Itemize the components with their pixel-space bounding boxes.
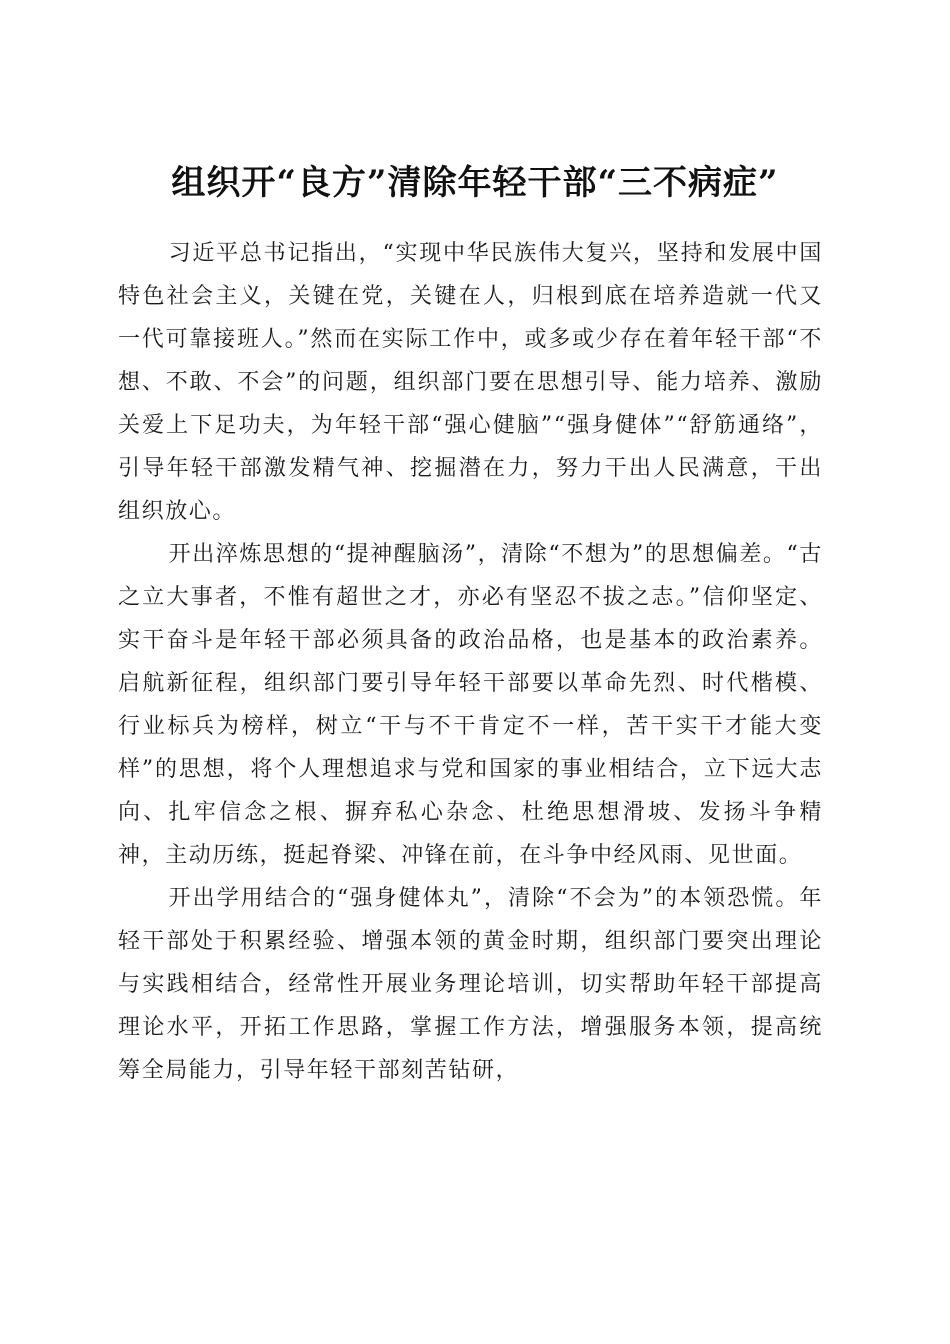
paragraph-2: 开出淬炼思想的“提神醒脑汤”，清除“不想为”的思想偏差。“古之立大事者，不惟有超世之才，亦必有坚忍不拔之志。”信仰坚定、实干奋斗是年轻干部必须具备的政治品格，也是基本的政治素养。启航新征程，组织部门要引导年轻干部要以革命先烈、时代楷模、行业标兵为榜样，树立“干与不干肯定不一样，苦干实干才能大变样”的思想，将个人理想追求与党和国家的事业相结合，立下远大志向、扎牢信念之根、摒弃私心杂念、杜绝思想滑坡、发扬斗争精神，主动历练，挺起脊梁、冲锋在前，在斗争中经风雨、见世面。: [118, 542, 823, 868]
document-title: 组织开“良方”清除年轻干部“三不病症”: [171, 162, 779, 203]
document-body: [118, 232, 823, 1092]
paragraph-1: 习近平总书记指出，“实现中华民族伟大复兴，坚持和发展中国特色社会主义，关键在党，关键在人，归根到底在培养造就一代又一代可靠接班人。”然而在实际工作中，或多或少存在着年轻干部“不想、不敢、不会”的问题，组织部门要在思想引导、能力培养、激励关爱上下足功夫，为年轻干部“强心健脑”“强身健体”“舒筋通络”，引导年轻干部激发精气神、挖掘潜在力，努力干出人民满意，干出组织放心。: [118, 241, 823, 524]
paragraph-3: 开出学用结合的“强身健体丸”，清除“不会为”的本领恐慌。年轻干部处于积累经验、增强本领的黄金时期，组织部门要突出理论与实践相结合，经常性开展业务理论培训，切实帮助年轻干部提高理论水平，开拓工作思路，掌握工作方法，增强服务本领，提高统筹全局能力，引导年轻干部刻苦钻研，: [118, 886, 823, 1083]
